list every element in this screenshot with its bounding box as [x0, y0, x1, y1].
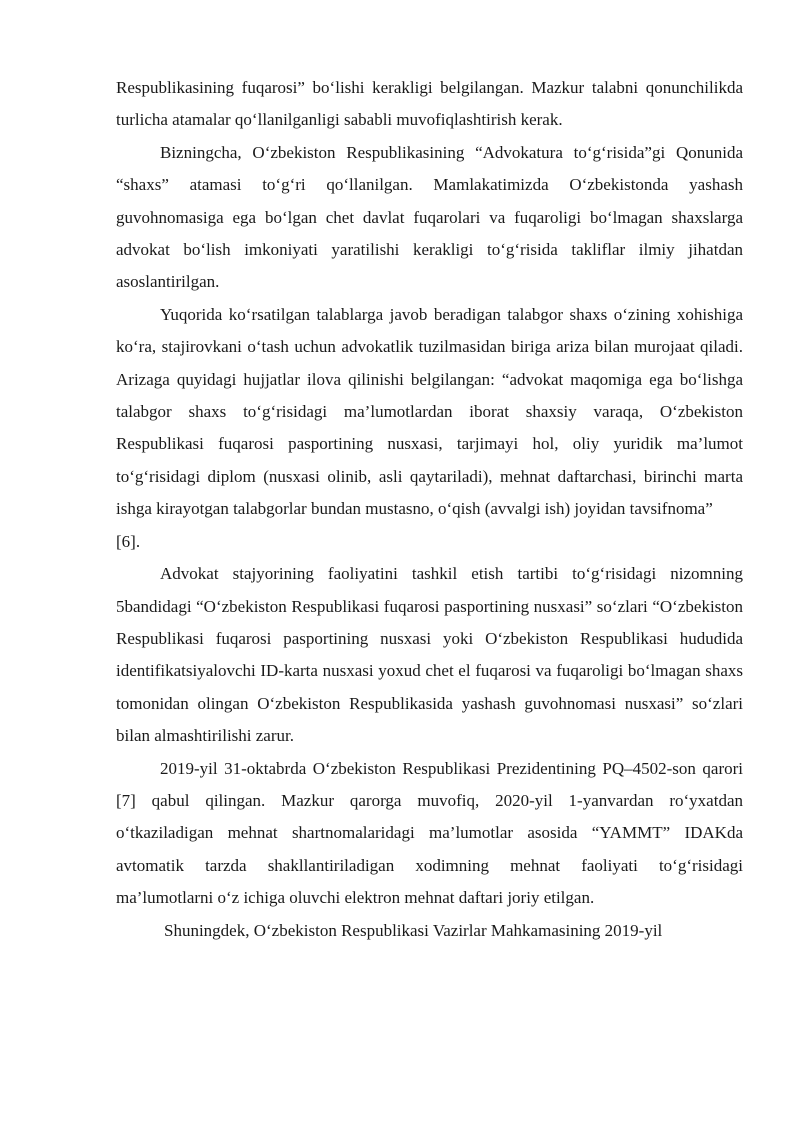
paragraph-continuation: Respublikasining fuqarosi” bo‘lishi kerakligi belgilangan. Mazkur talabni qonunchilikda turlicha atamalar qo‘llanilganligi sababli muvofiqlashtirish kerak. [116, 78, 743, 130]
reference-marker: [6]. [116, 531, 141, 551]
paragraph-presidential-decree: 2019-yil 31-oktabrda O‘zbekiston Respublikasi Prezidentining PQ–4502-son qarori [7] qabul qilingan. Mazkur qarorga muvofiq, 2020-yil 1-yanvardan ro‘yxatdan o‘tkaziladigan mehnat shartnomalaridagi ma’lumotlar asosida “YAMMT” IDAKda avtomatik tarzda shakllantiriladigan xodimning mehnat faoliyati to‘g‘risidagi ma’lumotlarni o‘z ichiga oluvchi elektron mehnat daftari joriy etilgan. [116, 758, 743, 908]
paragraph-regulation-amendment: Advokat stajyorining faoliyatini tashkil etish tartibi to‘g‘risidagi nizomning 5bandidagi “O‘zbekiston Respublikasi fuqarosi pasportining nusxasi” so‘zlari “O‘zbekiston Respublikasi fuqarosi pasportining nusxasi yoki O‘zbekiston Respublikasi hududida identifikatsiyalovchi ID-karta nusxasi yoxud chet el fuqarosi va fuqaroligi bo‘lmagan shaxs tomonidan olingan O‘zbekiston Respublikasida yashash guvohnomasi nusxasi” so‘zlari bilan almashtirilishi zarur. [116, 564, 743, 746]
paragraph-application-documents: Yuqorida ko‘rsatilgan talablarga javob beradigan talabgor shaxs o‘zining xohishiga ko‘ra, stajirovkani o‘tash uchun advokatlik tuzilmasidan biriga ariza bilan murojaat qiladi. Arizaga quyidagi hujjatlar ilova qilinishi belgilangan: “advokat maqomiga ega bo‘lishga talabgor shaxs to‘g‘risidagi ma’lumotlardan iborat shaxsiy varaqa, O‘zbekiston Respublikasi fuqarosi pasportining nusxasi, tarjimayi hol, oliy yuridik ma’lumot to‘g‘risidagi diplom (nusxasi olinib, asli qaytariladi), mehnat daftarchasi, birinchi marta ishga kirayotgan talabgorlar bundan mustasno, o‘qish (avvalgi ish) joyidan tavsifnoma” [116, 304, 743, 519]
paragraph-advokatura-law: Bizningcha, O‘zbekiston Respublikasining “Advokatura to‘g‘risida”gi Qonunida “shaxs” atamasi to‘g‘ri qo‘llanilgan. Mamlakatimizda O‘zbekistonda yashash guvohnomasiga ega bo‘lgan chet davlat fuqarolari va fuqaroligi bo‘lmagan shaxslarga advokat bo‘lish imkoniyati yaratilishi kerakligi to‘g‘risida takliflar ilmiy jihatdan asoslantirilgan. [116, 142, 743, 292]
document-body [116, 72, 743, 947]
paragraph-cabinet-resolution: Shuningdek, O‘zbekiston Respublikasi Vazirlar Mahkamasining 2019-yil [164, 920, 663, 940]
